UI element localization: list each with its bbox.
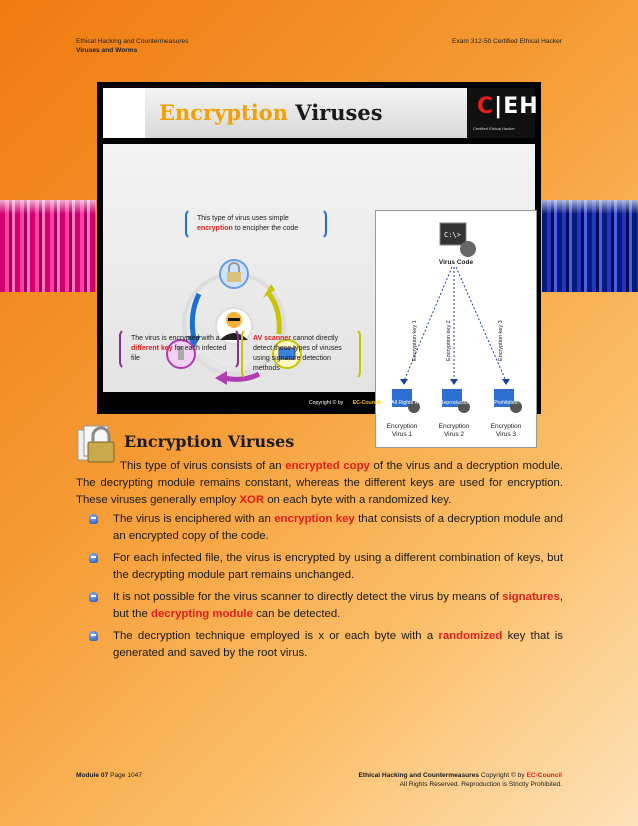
bullet-icon — [89, 514, 98, 524]
page-footer-right: Ethical Hacking and Countermeasures Copyright © by EC-Council All Rights Reserved. Reproduction is Strictly Prohibited. — [358, 772, 562, 788]
slide-title: Encryption Viruses — [159, 100, 383, 125]
page-header-left — [76, 38, 189, 55]
virus-3-label: Encryption Virus 3 — [490, 423, 522, 438]
ceh-logo: C|EH Certified Ethical Hacker — [467, 88, 535, 138]
virus-code-panel — [375, 210, 537, 448]
slide-copyright: Copyright © by EC-Council . All Rights Reserved. Reproduction is Strictly Prohibited. — [308, 400, 519, 406]
bullet-icon — [89, 631, 98, 641]
bullet-icon — [89, 592, 98, 602]
section-title: Encryption Viruses — [124, 432, 295, 451]
header-course: Ethical Hacking and Countermeasures — [76, 38, 189, 45]
list-item: The virus is enciphered with an encryption key that consists of a decryption module and an encrypted copy of the code. — [76, 511, 563, 545]
note-different-key: The virus is encrypted with a different key for each infected file — [119, 328, 239, 370]
terminal-gear-icon — [440, 223, 476, 257]
list-item: The decryption technique employed is x or each byte with a randomized key that is generated and saved by the root virus. — [76, 628, 563, 662]
decorative-stripes-right — [542, 200, 638, 292]
decorative-stripes-left — [0, 200, 96, 292]
note-simple-encryption: This type of virus uses simple encryption to encipher the code — [185, 208, 327, 240]
virus-code-diagram — [376, 211, 536, 447]
page-footer-left: Module 07 Page 1047 — [76, 772, 142, 779]
list-item: It is not possible for the virus scanner to directly detect the virus by means of signatures, but the decrypting module can be detected. — [76, 589, 563, 623]
slide-title-bar — [103, 88, 539, 138]
key-label-1: Encryption key 1 — [412, 320, 418, 361]
padlock-icon — [220, 260, 248, 288]
list-item: For each infected file, the virus is encrypted by using a different combination of keys, but the decrypting module part remains unchanged. — [76, 550, 563, 584]
header-module: Viruses and Worms — [76, 46, 138, 54]
note-av-scanner: AV scanner cannot directly detect these types of viruses using signature detection methods — [241, 328, 361, 380]
svg-text:C:\>: C:\> — [444, 231, 461, 239]
virus-code-label: Virus Code — [438, 259, 474, 266]
slide-figure — [97, 82, 541, 438]
key-label-3: Encryption key 3 — [498, 320, 504, 361]
virus-1-label: Encryption Virus 1 — [386, 423, 418, 438]
virus-2-label: Encryption Virus 2 — [438, 423, 470, 438]
intro-paragraph: This type of virus consists of an encrypted copy of the virus and a decryption module. The decrypting module remains constant, whereas the different keys are used for encryption. These viruses generally employ XOR on each byte with a randomized key. — [76, 460, 563, 506]
bullet-list — [76, 511, 563, 667]
key-label-2: Encryption key 2 — [446, 320, 452, 361]
bullet-icon — [89, 553, 98, 563]
header-exam: Exam 312-50 Certified Ethical Hacker — [452, 38, 562, 45]
